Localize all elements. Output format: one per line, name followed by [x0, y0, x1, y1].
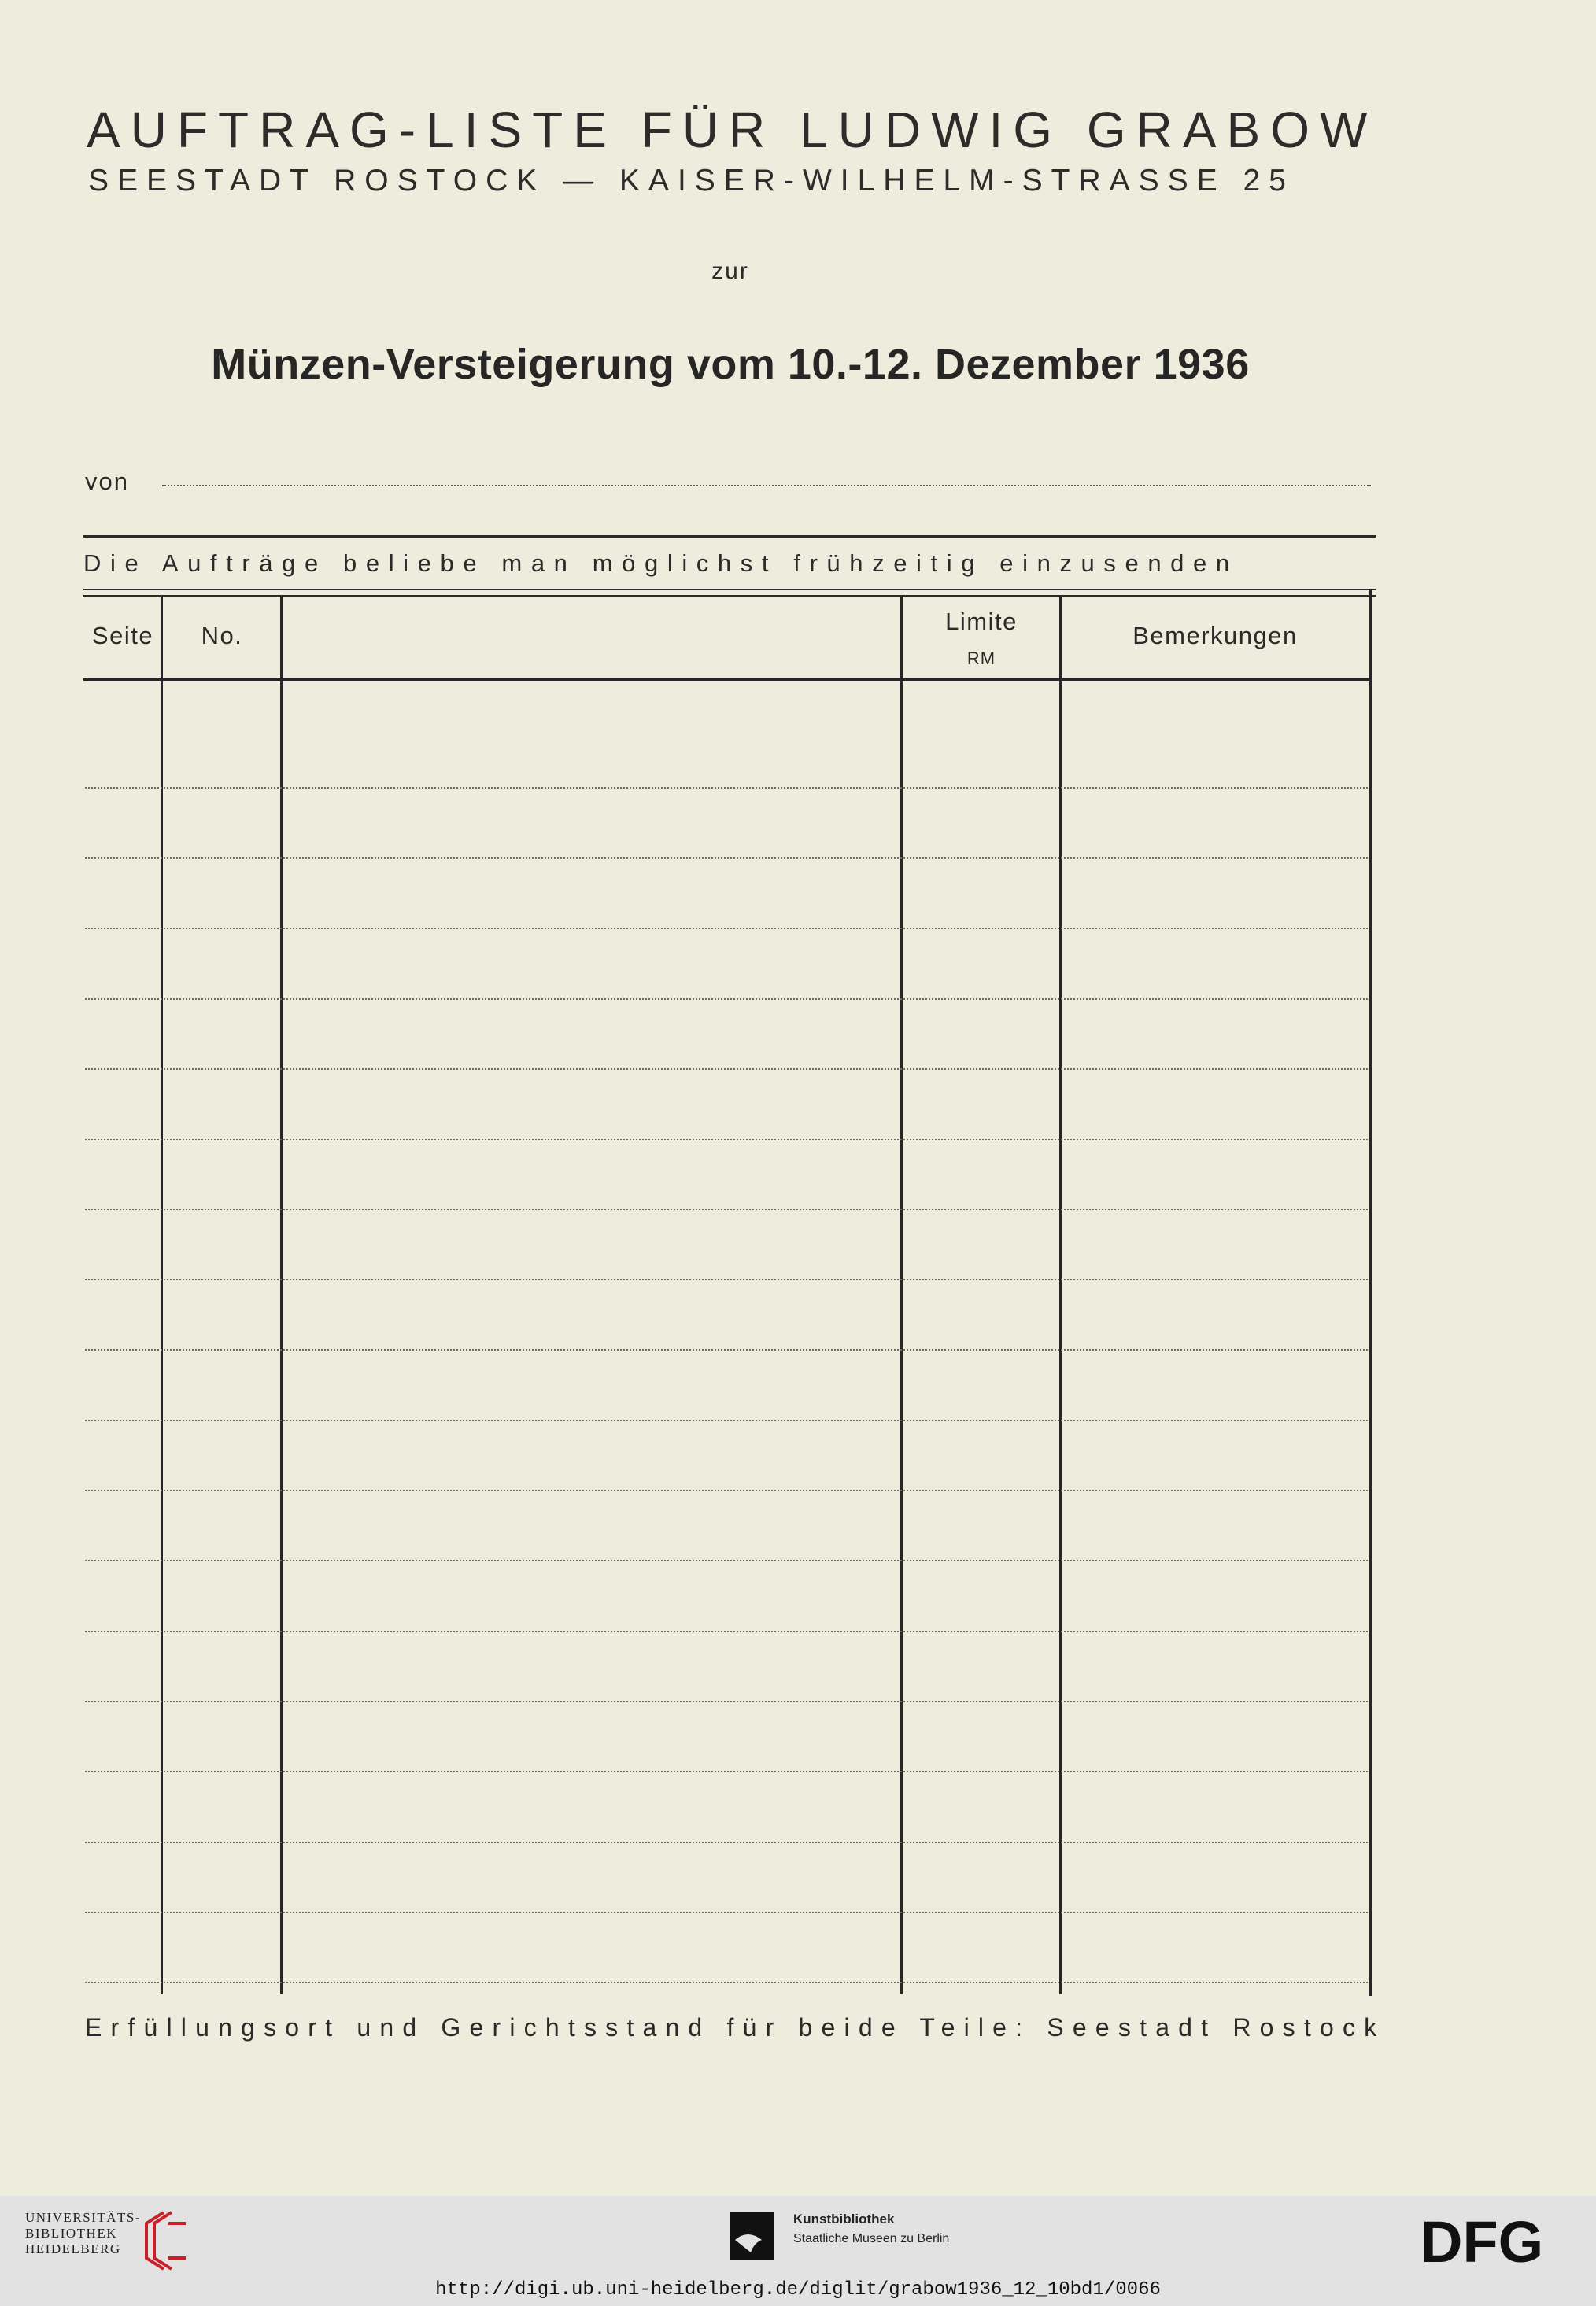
kunstbibliothek-title: Kunstbibliothek [793, 2212, 895, 2227]
instruction-text: Die Aufträge beliebe man möglichst frühzeitig einzusenden [83, 549, 1239, 577]
table-row [85, 1631, 1368, 1632]
table-row [85, 928, 1368, 929]
table-row [85, 1771, 1368, 1772]
table-row [85, 1068, 1368, 1070]
header-bemerkungen: Bemerkungen [1132, 622, 1298, 649]
header-rule [83, 678, 1369, 681]
source-url[interactable]: http://digi.ub.uni-heidelberg.de/diglit/grabow1936_12_10bd1/0066 [435, 2279, 1161, 2300]
table-row [85, 1701, 1368, 1702]
kunstbibliothek-subtitle: Staatliche Museen zu Berlin [793, 2232, 950, 2245]
auction-heading: Münzen-Versteigerung vom 10.-12. Dezember 1936 [211, 341, 1250, 388]
header-no: No. [201, 622, 243, 649]
university-library-mark-icon [140, 2208, 195, 2271]
table-row [85, 1420, 1368, 1421]
von-label: von [85, 467, 129, 495]
column-divider-limite [1059, 597, 1062, 1994]
header-limite-currency: RM [966, 649, 996, 668]
university-logo-text: UNIVERSITÄTS- BIBLIOTHEK HEIDELBERG [25, 2210, 141, 2256]
table-row [85, 998, 1368, 1000]
address-line: SEESTADT ROSTOCK — KAISER-WILHELM-STRASSE 25 [88, 164, 1295, 198]
table-row [85, 1560, 1368, 1561]
table-row [85, 1349, 1368, 1351]
table-row [85, 1209, 1368, 1210]
table-row [85, 1279, 1368, 1280]
instruction-rule [83, 589, 1376, 590]
dfg-logo-text: DFG [1421, 2216, 1544, 2268]
header-seite: Seite [91, 622, 154, 649]
table-row [85, 1139, 1368, 1140]
table-row [85, 787, 1368, 789]
table-row [85, 1912, 1368, 1913]
table-row [85, 1490, 1368, 1491]
column-divider-no [280, 597, 283, 1994]
table-row [85, 1982, 1368, 1983]
university-library-logo [25, 2210, 141, 2257]
column-divider-description [900, 597, 903, 1994]
zur-text: zur [711, 258, 749, 284]
column-divider-seite [161, 597, 163, 1994]
footer-text: Erfüllungsort und Gerichtsstand für beide Teile: Seestadt Rostock [85, 2013, 1386, 2042]
von-fill-line [162, 485, 1371, 486]
kunstbibliothek-logo-icon [730, 2212, 774, 2260]
dfg-logo-icon [1421, 2216, 1575, 2268]
table-row [85, 1842, 1368, 1843]
table-row [85, 857, 1368, 859]
instruction-rule-2 [83, 595, 1376, 597]
list-title: AUFTRAG-LISTE FÜR LUDWIG GRABOW [87, 102, 1378, 158]
column-divider-right [1369, 590, 1372, 1996]
top-rule [83, 535, 1376, 538]
header-limite: Limite [945, 608, 1018, 635]
